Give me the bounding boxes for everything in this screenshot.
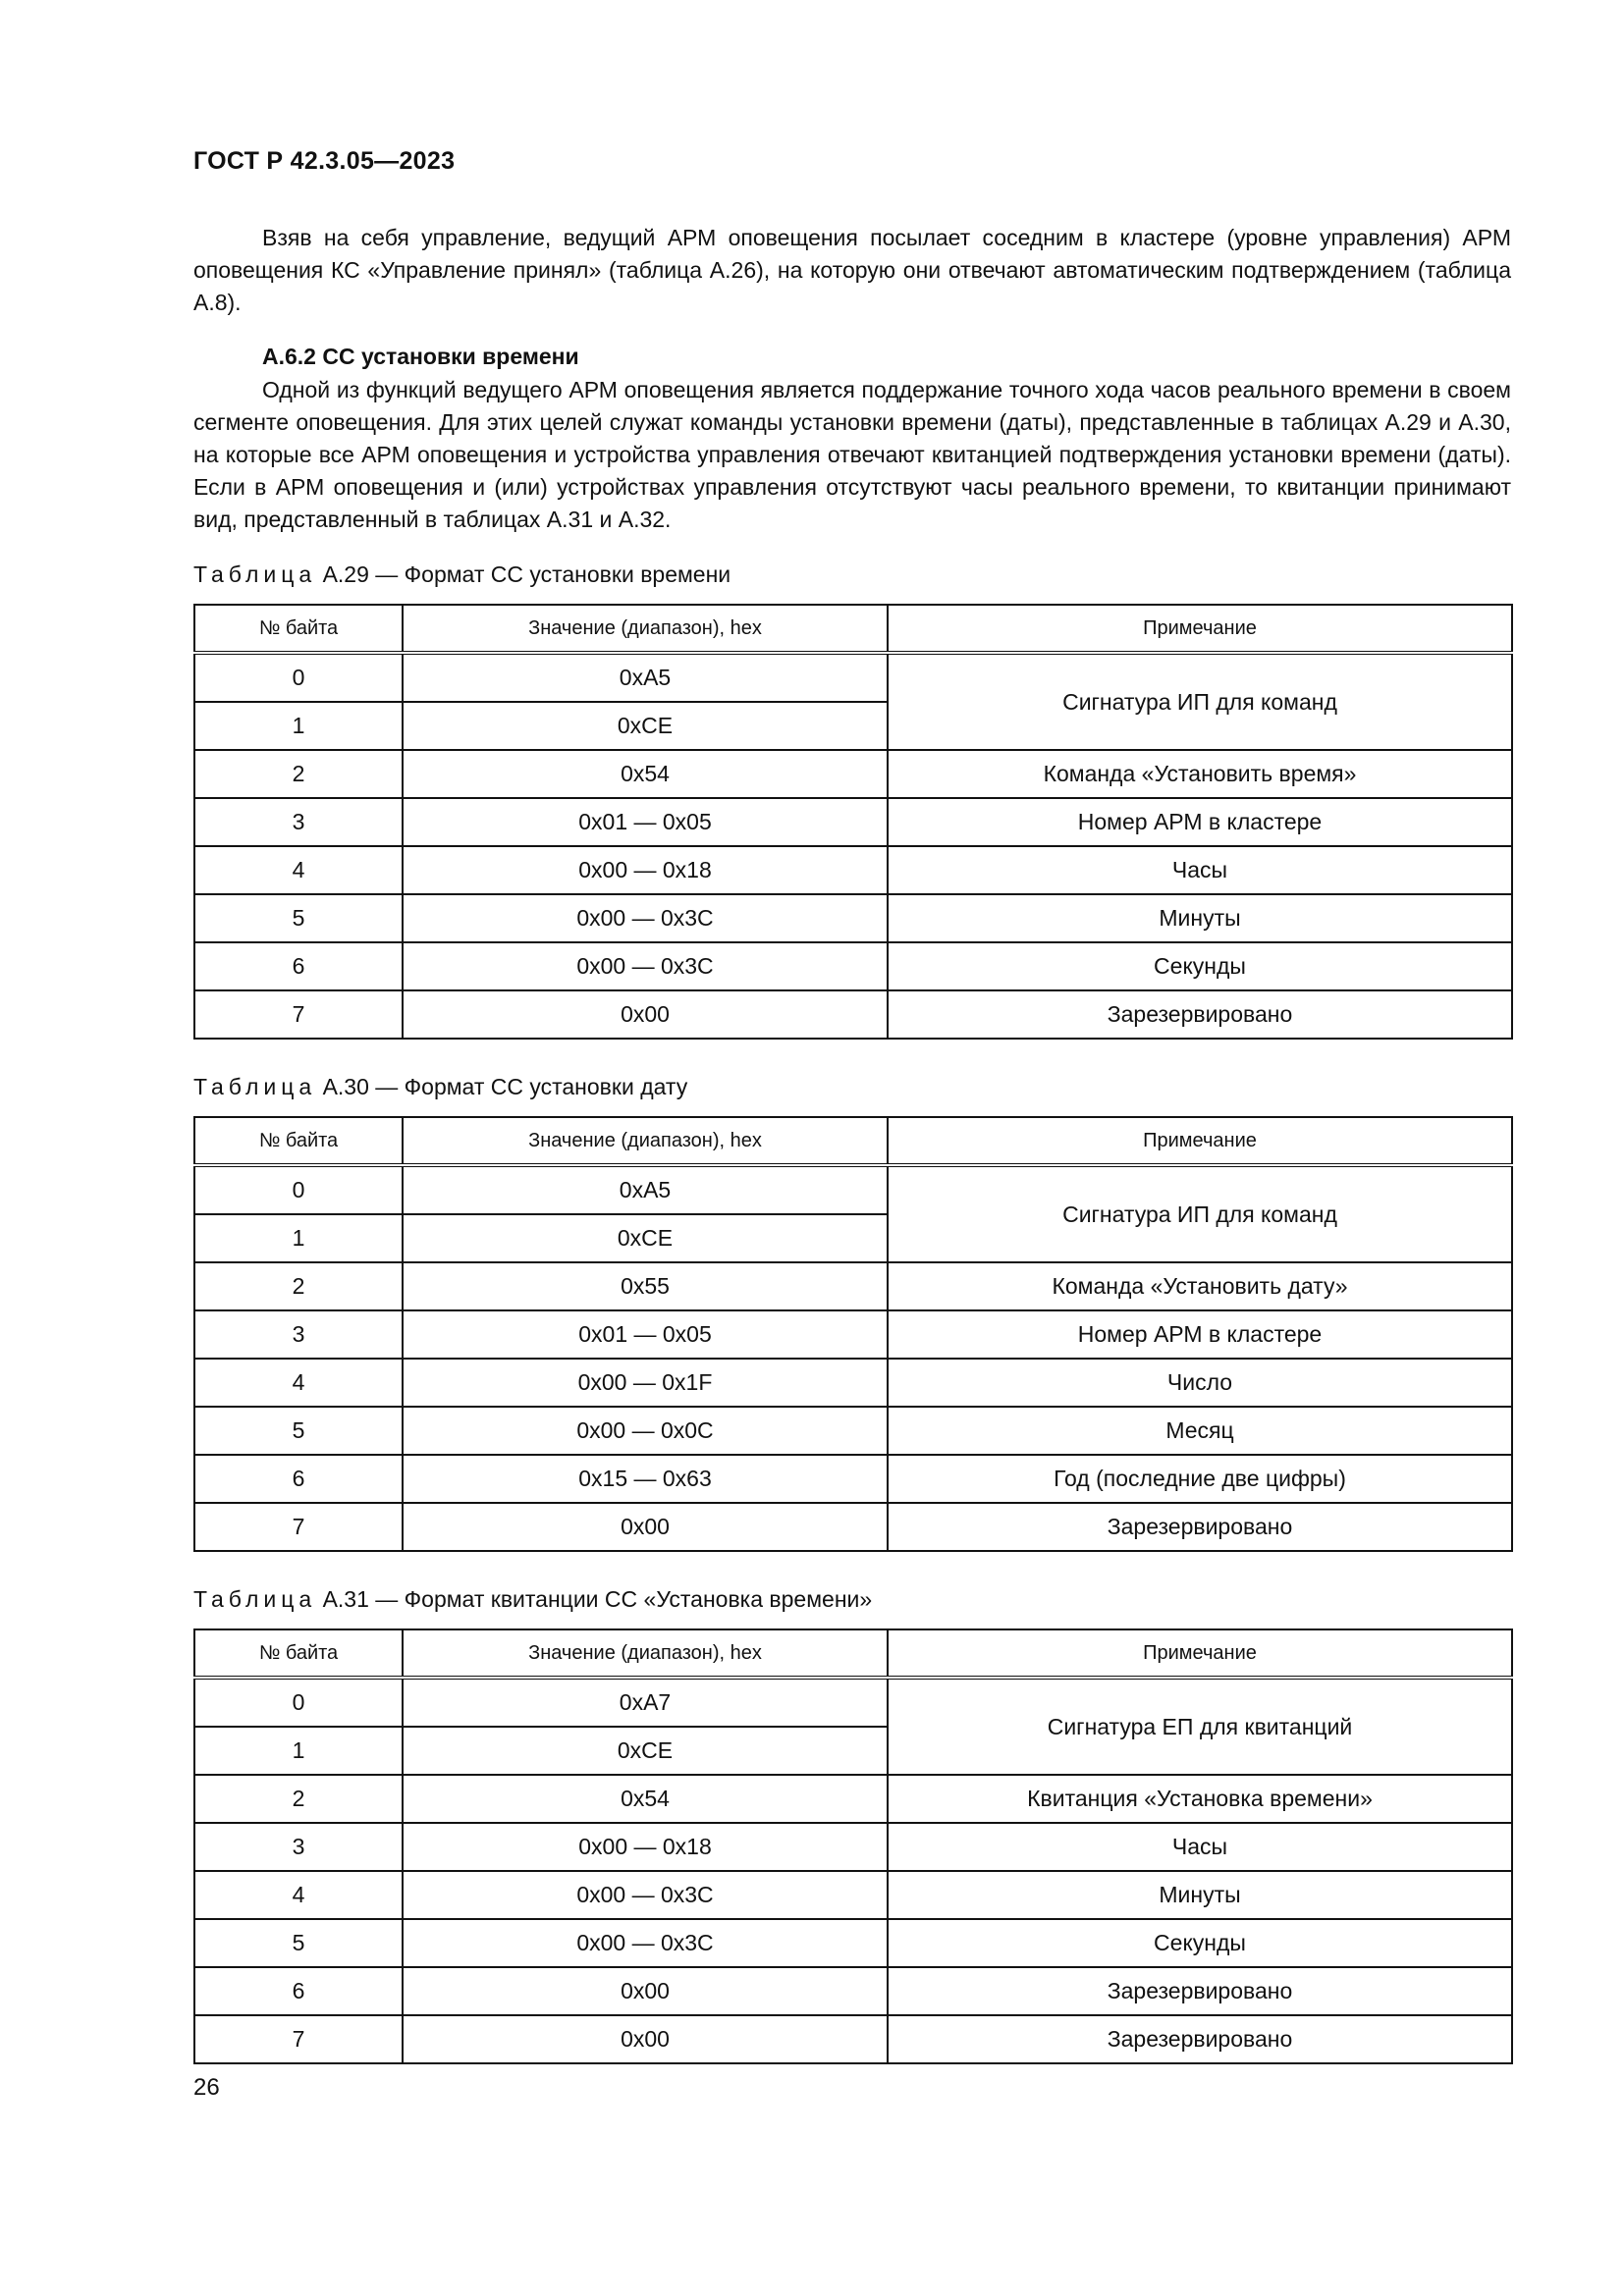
- table-row: [194, 1165, 1512, 1214]
- value-cell: 0xA5: [403, 1165, 888, 1214]
- note-cell: Зарезервировано: [888, 2015, 1512, 2063]
- note-cell: Секунды: [888, 942, 1512, 990]
- header-value: Значение (диапазон), hex: [403, 1629, 888, 1678]
- value-cell: 0xCE: [403, 1214, 888, 1262]
- byte-cell: 2: [194, 1775, 403, 1823]
- table-row: [194, 990, 1512, 1039]
- byte-cell: 2: [194, 1262, 403, 1310]
- table-a31-caption: [193, 1586, 872, 1613]
- value-cell: 0x55: [403, 1262, 888, 1310]
- table-row: [194, 942, 1512, 990]
- byte-cell: 1: [194, 1727, 403, 1775]
- table-row: [194, 1967, 1512, 2015]
- byte-cell: 3: [194, 798, 403, 846]
- header-byte: № байта: [194, 605, 403, 653]
- value-cell: 0x00 — 0x18: [403, 846, 888, 894]
- value-cell: 0x00 — 0x3C: [403, 942, 888, 990]
- header-note: Примечание: [888, 605, 1512, 653]
- byte-cell: 5: [194, 1407, 403, 1455]
- byte-cell: 7: [194, 2015, 403, 2063]
- value-cell: 0x00: [403, 990, 888, 1039]
- value-cell: 0xCE: [403, 702, 888, 750]
- page-number: 26: [193, 2074, 220, 2101]
- byte-cell: 3: [194, 1310, 403, 1359]
- note-cell: Команда «Установить дату»: [888, 1262, 1512, 1310]
- value-cell: 0x00: [403, 2015, 888, 2063]
- table-row: [194, 846, 1512, 894]
- byte-cell: 5: [194, 894, 403, 942]
- value-cell: 0x01 — 0x05: [403, 1310, 888, 1359]
- note-cell: Минуты: [888, 894, 1512, 942]
- table-row: [194, 1455, 1512, 1503]
- header-note: Примечание: [888, 1629, 1512, 1678]
- table-a31: [193, 1629, 1513, 2064]
- section-heading: А.6.2 СС установки времени: [262, 344, 579, 369]
- table-row: [194, 1823, 1512, 1871]
- note-cell: Число: [888, 1359, 1512, 1407]
- byte-cell: 1: [194, 1214, 403, 1262]
- note-cell: Зарезервировано: [888, 990, 1512, 1039]
- byte-cell: 3: [194, 1823, 403, 1871]
- table-row: [194, 1407, 1512, 1455]
- value-cell: 0x00 — 0x18: [403, 1823, 888, 1871]
- value-cell: 0x00 — 0x0C: [403, 1407, 888, 1455]
- table-caption-label: Таблица: [193, 1074, 317, 1099]
- header-byte: № байта: [194, 1117, 403, 1165]
- table-row: [194, 894, 1512, 942]
- value-cell: 0x54: [403, 1775, 888, 1823]
- note-cell: Секунды: [888, 1919, 1512, 1967]
- note-cell: Квитанция «Установка времени»: [888, 1775, 1512, 1823]
- byte-cell: 5: [194, 1919, 403, 1967]
- value-cell: 0x00: [403, 1967, 888, 2015]
- byte-cell: 0: [194, 1165, 403, 1214]
- header-byte: № байта: [194, 1629, 403, 1678]
- byte-cell: 6: [194, 1967, 403, 2015]
- table-caption-label: Таблица: [193, 1586, 317, 1612]
- table-row: [194, 1919, 1512, 1967]
- byte-cell: 6: [194, 1455, 403, 1503]
- table-row: [194, 798, 1512, 846]
- value-cell: 0x15 — 0x63: [403, 1455, 888, 1503]
- table-row: [194, 1503, 1512, 1551]
- value-cell: 0x00 — 0x1F: [403, 1359, 888, 1407]
- note-cell: Часы: [888, 846, 1512, 894]
- table-caption-label: Таблица: [193, 561, 317, 587]
- table-header-row: [194, 1629, 1512, 1678]
- note-cell: Команда «Установить время»: [888, 750, 1512, 798]
- value-cell: 0x54: [403, 750, 888, 798]
- byte-cell: 4: [194, 1871, 403, 1919]
- table-row: [194, 1871, 1512, 1919]
- note-cell: Год (последние две цифры): [888, 1455, 1512, 1503]
- byte-cell: 4: [194, 1359, 403, 1407]
- value-cell: 0xCE: [403, 1727, 888, 1775]
- signature-note-cell: Сигнатура ИП для команд: [888, 1165, 1512, 1262]
- table-caption-text: А.30 — Формат СС установки дату: [316, 1074, 688, 1099]
- header-value: Значение (диапазон), hex: [403, 605, 888, 653]
- note-cell: Номер АРМ в кластере: [888, 1310, 1512, 1359]
- signature-note-cell: Сигнатура ИП для команд: [888, 653, 1512, 750]
- table-row: [194, 653, 1512, 702]
- byte-cell: 6: [194, 942, 403, 990]
- table-a29-caption: [193, 561, 731, 588]
- table-row: [194, 2015, 1512, 2063]
- table-a30: [193, 1116, 1513, 1552]
- table-caption-text: А.29 — Формат СС установки времени: [316, 561, 731, 587]
- header-value: Значение (диапазон), hex: [403, 1117, 888, 1165]
- table-row: [194, 1310, 1512, 1359]
- document-header-title: ГОСТ Р 42.3.05—2023: [193, 147, 456, 175]
- byte-cell: 2: [194, 750, 403, 798]
- byte-cell: 7: [194, 990, 403, 1039]
- table-a30-caption: [193, 1074, 687, 1100]
- intro-paragraph: Взяв на себя управление, ведущий АРМ оповещения посылает соседним в кластере (уровне управления) АРМ оповещения КС «Управление принял» (таблица А.26), на которую они отвечают автоматическим подтверждением (таблица А.8).: [193, 225, 1511, 315]
- table-header-row: [194, 1117, 1512, 1165]
- header-note: Примечание: [888, 1117, 1512, 1165]
- note-cell: Номер АРМ в кластере: [888, 798, 1512, 846]
- byte-cell: 0: [194, 1678, 403, 1727]
- note-cell: Минуты: [888, 1871, 1512, 1919]
- byte-cell: 4: [194, 846, 403, 894]
- table-row: [194, 1359, 1512, 1407]
- table-row: [194, 1262, 1512, 1310]
- value-cell: 0x00: [403, 1503, 888, 1551]
- section-paragraph: Одной из функций ведущего АРМ оповещения является поддержание точного хода часов реального времени в своем сегменте оповещения. Для этих целей служат команды установки времени (даты), представленные в таблицах А.29 и А.30, на которые все АРМ оповещения и устройства управления отвечают квитанцией подтверждения установки времени (даты). Если в АРМ оповещения и (или) устройствах управления отсутствуют часы реального времени, то квитанции принимают вид, представленный в таблицах А.31 и А.32.: [193, 377, 1511, 532]
- table-a29: [193, 604, 1513, 1040]
- note-cell: Зарезервировано: [888, 1967, 1512, 2015]
- table-row: [194, 1678, 1512, 1727]
- note-cell: Зарезервировано: [888, 1503, 1512, 1551]
- value-cell: 0x00 — 0x3C: [403, 894, 888, 942]
- note-cell: Месяц: [888, 1407, 1512, 1455]
- table-row: [194, 750, 1512, 798]
- table-header-row: [194, 605, 1512, 653]
- byte-cell: 0: [194, 653, 403, 702]
- byte-cell: 1: [194, 702, 403, 750]
- note-cell: Часы: [888, 1823, 1512, 1871]
- byte-cell: 7: [194, 1503, 403, 1551]
- table-row: [194, 1775, 1512, 1823]
- value-cell: 0x01 — 0x05: [403, 798, 888, 846]
- value-cell: 0x00 — 0x3C: [403, 1919, 888, 1967]
- value-cell: 0xA5: [403, 653, 888, 702]
- value-cell: 0xA7: [403, 1678, 888, 1727]
- signature-note-cell: Сигнатура ЕП для квитанций: [888, 1678, 1512, 1775]
- table-caption-text: А.31 — Формат квитанции СС «Установка времени»: [316, 1586, 873, 1612]
- value-cell: 0x00 — 0x3C: [403, 1871, 888, 1919]
